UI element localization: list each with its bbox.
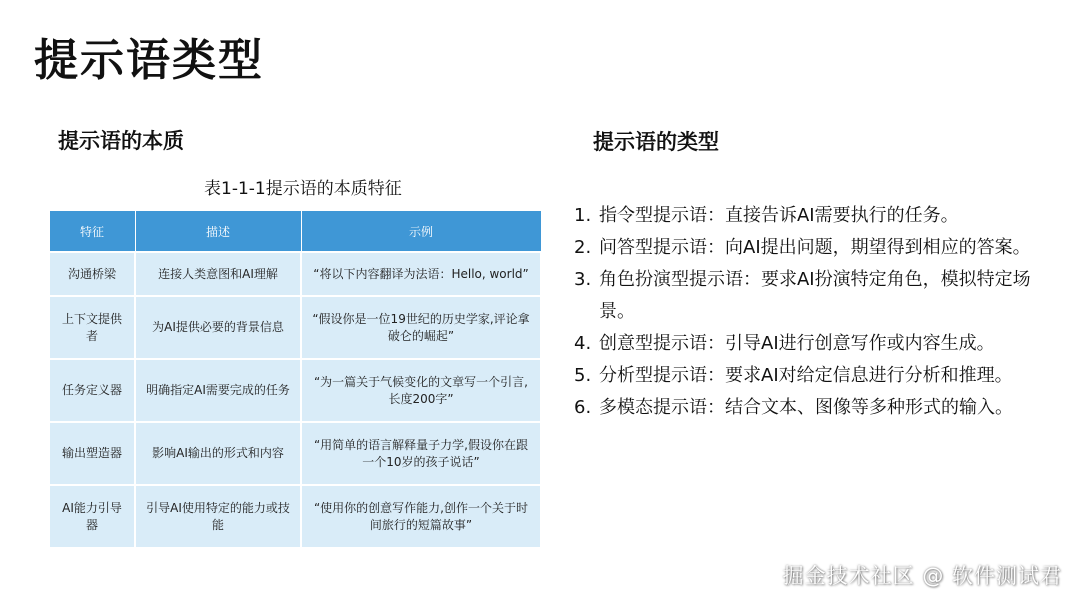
table-header-row (49, 211, 541, 253)
table-row (49, 422, 541, 485)
cell-feature: 输出塑造器 (49, 422, 135, 485)
list-item (574, 200, 1054, 232)
list-text: 多模态提示语：结合文本、图像等多种形式的输入。 (599, 397, 1013, 418)
table-row (49, 296, 541, 359)
list-text: 指令型提示语：直接告诉AI需要执行的任务。 (599, 205, 959, 226)
prompt-types-list (574, 200, 1054, 424)
cell-description: 连接人类意图和AI理解 (135, 252, 301, 296)
column-header-example: 示例 (301, 211, 541, 253)
table-row (49, 252, 541, 296)
table-caption: 表1-1-1提示语的本质特征 (204, 179, 402, 199)
essence-heading: 提示语的本质 (58, 129, 184, 153)
list-number: 4. (574, 333, 592, 354)
cell-example: “用简单的语言解释量子力学,假设你在跟一个10岁的孩子说话” (301, 422, 541, 485)
table-row (49, 359, 541, 422)
list-number: 1. (574, 205, 592, 226)
essence-table (48, 210, 542, 549)
list-text: 分析型提示语：要求AI对给定信息进行分析和推理。 (599, 365, 1013, 386)
cell-description: 引导AI使用特定的能力或技能 (135, 485, 301, 548)
list-item (574, 232, 1054, 264)
cell-feature: AI能力引导器 (49, 485, 135, 548)
list-number: 3. (574, 269, 592, 290)
list-number: 6. (574, 397, 592, 418)
cell-example: “将以下内容翻译为法语：Hello, world” (301, 252, 541, 296)
cell-example: “假设你是一位19世纪的历史学家,评论拿破仑的崛起” (301, 296, 541, 359)
list-item (574, 360, 1054, 392)
list-text: 角色扮演型提示语：要求AI扮演特定角色，模拟特定场景。 (599, 269, 1031, 322)
list-item (574, 392, 1054, 424)
cell-feature: 上下文提供者 (49, 296, 135, 359)
types-heading: 提示语的类型 (593, 130, 719, 154)
list-number: 2. (574, 237, 592, 258)
cell-example: “为一篇关于气候变化的文章写一个引言,长度200字” (301, 359, 541, 422)
watermark: 掘金技术社区 @ 软件测试君 (782, 564, 1062, 588)
column-header-feature: 特征 (49, 211, 135, 253)
table-row (49, 485, 541, 548)
list-text: 创意型提示语：引导AI进行创意写作或内容生成。 (599, 333, 995, 354)
list-item (574, 264, 1054, 328)
cell-description: 影响AI输出的形式和内容 (135, 422, 301, 485)
list-text: 问答型提示语：向AI提出问题，期望得到相应的答案。 (599, 237, 1031, 258)
cell-description: 明确指定AI需要完成的任务 (135, 359, 301, 422)
list-number: 5. (574, 365, 592, 386)
list-item (574, 328, 1054, 360)
cell-feature: 任务定义器 (49, 359, 135, 422)
cell-description: 为AI提供必要的背景信息 (135, 296, 301, 359)
cell-example: “使用你的创意写作能力,创作一个关于时间旅行的短篇故事” (301, 485, 541, 548)
slide-title: 提示语类型 (34, 35, 264, 86)
cell-feature: 沟通桥梁 (49, 252, 135, 296)
column-header-description: 描述 (135, 211, 301, 253)
